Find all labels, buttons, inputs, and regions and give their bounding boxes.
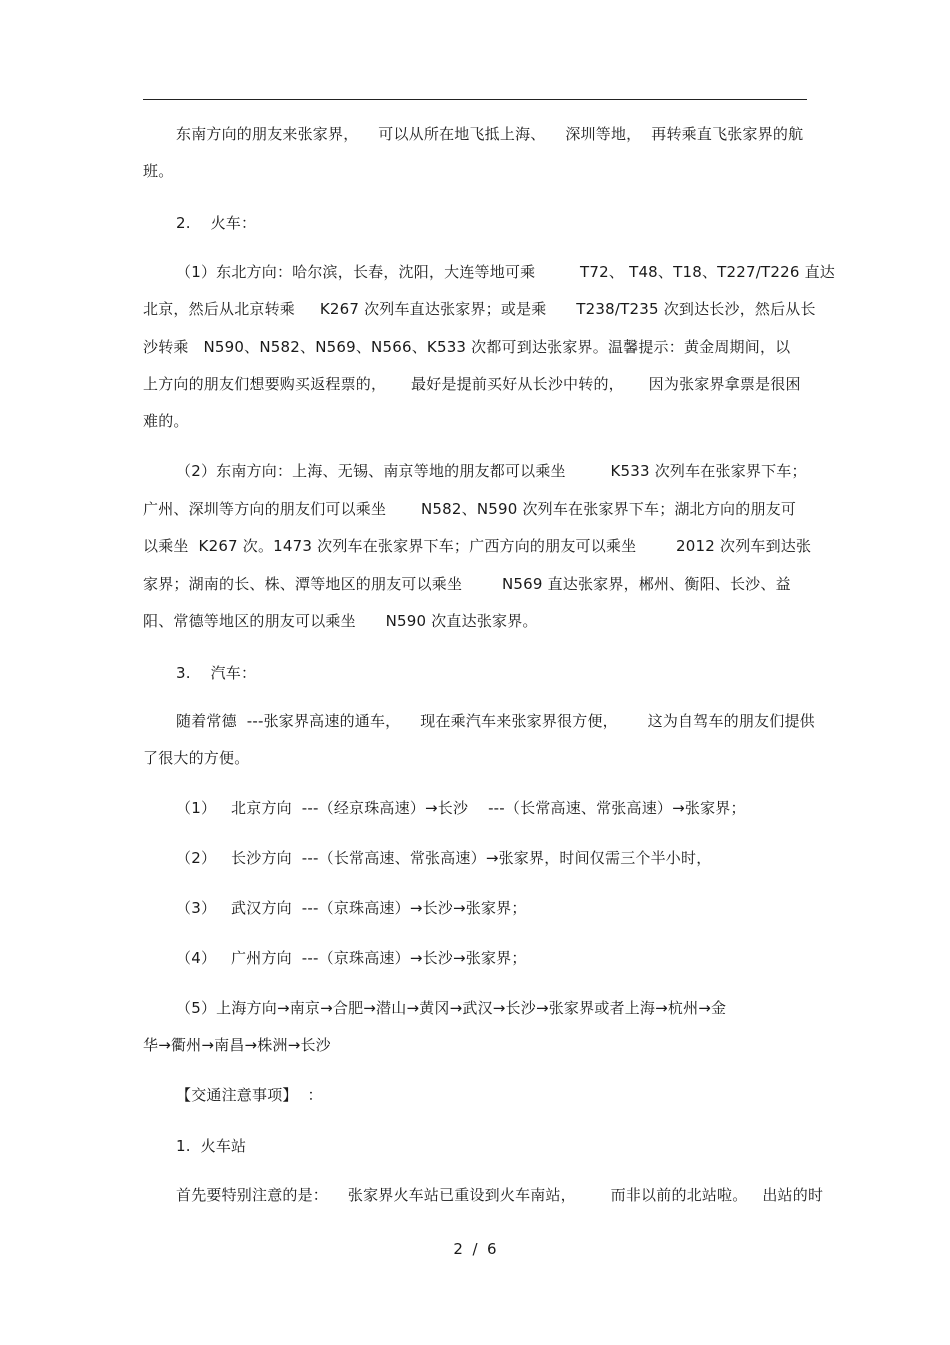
route-item: （3） 武汉方向 ---（京珠高速）→长沙→张家界； bbox=[176, 899, 527, 917]
text-line: 难的。 bbox=[143, 412, 189, 430]
text-line: 班。 bbox=[143, 162, 174, 180]
route-item: （4） 广州方向 ---（京珠高速）→长沙→张家界； bbox=[176, 949, 527, 967]
text-line: 以乘坐 K267 次。1473 次列车在张家界下车；广西方向的朋友可以乘坐 2012 次列车到达张 bbox=[143, 537, 812, 555]
page-number: 2 / 6 bbox=[453, 1240, 497, 1258]
text-line: （1）东北方向：哈尔滨，长春，沈阳，大连等地可乘 T72、 T48、T18、T227/T226 直达 bbox=[176, 263, 835, 281]
route-item: （1） 北京方向 ---（经京珠高速）→长沙 ---（长常高速、常张高速）→张家界； bbox=[176, 799, 746, 817]
text-line: （2）东南方向：上海、无锡、南京等地的朋友都可以乘坐 K533 次列车在张家界下车； bbox=[176, 462, 807, 480]
text-line: 随着常德 ---张家界高速的通车， 现在乘汽车来张家界很方便， 这为自驾车的朋友们提供 bbox=[176, 712, 815, 730]
section-heading: 3. 汽车： bbox=[176, 664, 257, 682]
route-item: 华→衢州→南昌→株洲→长沙 bbox=[143, 1036, 331, 1054]
text-line: 沙转乘 N590、N582、N569、N566、K533 次都可到达张家界。温馨提示：黄金周期间，以 bbox=[143, 338, 791, 356]
text-line: 北京，然后从北京转乘 K267 次列车直达张家界；或是乘 T238/T235 次到达长沙，然后从长 bbox=[143, 300, 816, 318]
text-line: 东南方向的朋友来张家界， 可以从所在地飞抵上海、 深圳等地， 再转乘直飞张家界的航 bbox=[176, 125, 804, 143]
text-line: 了很大的方便。 bbox=[143, 749, 250, 767]
section-heading: 2. 火车： bbox=[176, 214, 257, 232]
section-heading: 1. 火车站 bbox=[176, 1137, 247, 1155]
text-line: 家界；湖南的长、株、潭等地区的朋友可以乘坐 N569 直达张家界，郴州、衡阳、长沙、益 bbox=[143, 575, 791, 593]
text-line: 广州、深圳等方向的朋友们可以乘坐 N582、N590 次列车在张家界下车；湖北方向的朋友可 bbox=[143, 500, 797, 518]
route-item: （5）上海方向→南京→合肥→潜山→黄冈→武汉→长沙→张家界或者上海→杭州→金 bbox=[176, 999, 727, 1017]
text-line: 首先要特别注意的是： 张家界火车站已重设到火车南站， 而非以前的北站啦。 出站的时 bbox=[176, 1186, 824, 1204]
text-line: 上方向的朋友们想要购买返程票的， 最好是提前买好从长沙中转的， 因为张家界拿票是很困 bbox=[143, 375, 801, 393]
header-rule bbox=[143, 99, 807, 100]
text-line: 阳、常德等地区的朋友可以乘坐 N590 次直达张家界。 bbox=[143, 612, 538, 630]
route-item: （2） 长沙方向 ---（长常高速、常张高速）→张家界，时间仅需三个半小时， bbox=[176, 849, 712, 867]
section-heading: 【交通注意事项】 ： bbox=[176, 1086, 323, 1104]
